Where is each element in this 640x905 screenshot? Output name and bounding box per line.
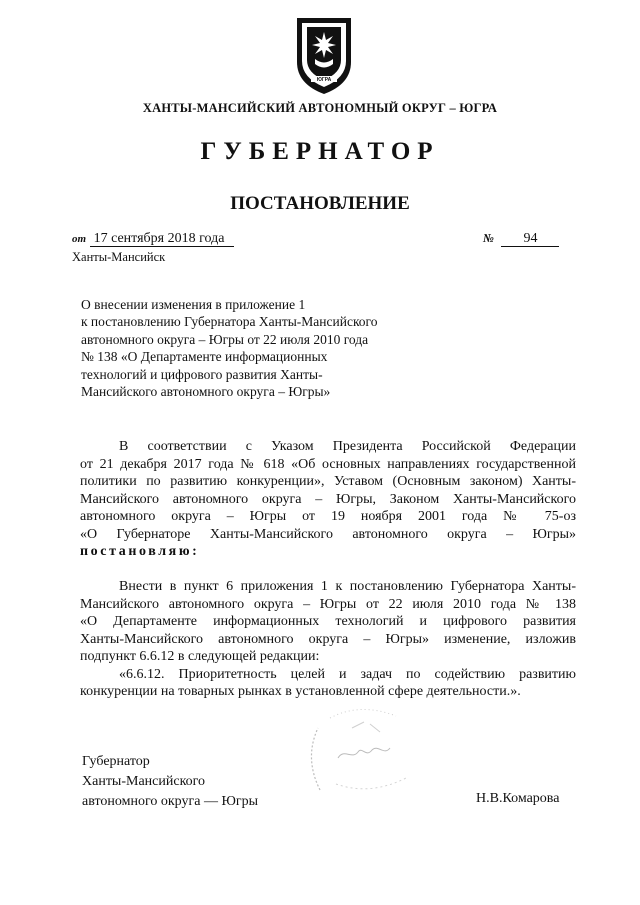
body-line: «О Департаменте информационных технологий и цифрового развития (80, 614, 576, 629)
body-line: подпункт 6.6.12 в следующей редакции: (80, 649, 320, 664)
body-line: «6.6.12. Приоритетность целей и задач по содействию развитию (119, 666, 576, 682)
position-line: автономного округа — Югры (82, 794, 258, 809)
authority-title: ГУБЕРНАТОР (200, 138, 440, 165)
subject-line: Мансийского автономного округа – Югры» (81, 384, 331, 400)
seal-stamp (300, 698, 422, 802)
document-date (72, 231, 234, 247)
document-subject (81, 296, 421, 400)
preamble-paragraph (80, 438, 576, 561)
position-line: Губернатор (82, 754, 150, 769)
resolve-word: постановляю: (80, 544, 200, 559)
body-line: В соответствии с Указом Президента Российской Федерации (119, 439, 576, 454)
position-line: Ханты-Мансийского (82, 774, 206, 789)
subject-line: технологий и цифрового развития Ханты- (81, 366, 323, 382)
document-number (483, 231, 559, 247)
document-type: ПОСТАНОВЛЕНИЕ (230, 193, 410, 214)
body-line: Мансийского автономного округа – Югры, Законом Ханты-Мансийского (80, 491, 576, 507)
body-line: конкуренции на товарных рынках в установленной сфере деятельности.». (80, 684, 521, 699)
body-line: Мансийского автономного округа – Югры от 22 июля 2010 года № 138 (80, 596, 576, 612)
subject-line: О внесении изменения в приложение 1 (81, 297, 306, 312)
subject-line: автономного округа – Югры от 22 июля 2010 года (81, 331, 369, 347)
body-line: политики по развитию конкуренции», Уставом (Основным законом) Ханты- (80, 474, 576, 489)
subject-line: № 138 «О Департаменте информационных (81, 349, 328, 365)
operative-paragraph (80, 578, 576, 701)
signature-position (82, 752, 258, 812)
body-line: автономного округа – Югры от 19 ноября 2001 года № 75-оз (80, 509, 576, 524)
body-line: Внести в пункт 6 приложения 1 к постановлению Губернатора Ханты- (119, 579, 576, 594)
subject-line: к постановлению Губернатора Ханты-Мансийского (81, 314, 378, 330)
number-value: 94 (501, 231, 559, 247)
number-prefix: № (483, 231, 494, 245)
signer-name: Н.В.Комарова (476, 791, 560, 806)
body-line: «О Губернаторе Ханты-Мансийского автономного округа – Югры» (80, 526, 576, 542)
coat-of-arms-emblem (293, 14, 355, 96)
city: Ханты-Мансийск (72, 250, 166, 264)
body-line: Ханты-Мансийского автономного округа – Югры» изменение, изложив (80, 631, 576, 647)
date-value: 17 сентября 2018 года (90, 231, 235, 247)
date-prefix: от (72, 233, 87, 245)
emblem-text: ЮГРА (316, 77, 332, 83)
body-line: от 21 декабря 2017 года № 618 «Об основных направлениях государственной (80, 456, 576, 472)
region-title: ХАНТЫ-МАНСИЙСКИЙ АВТОНОМНЫЙ ОКРУГ – ЮГРА (142, 101, 498, 115)
